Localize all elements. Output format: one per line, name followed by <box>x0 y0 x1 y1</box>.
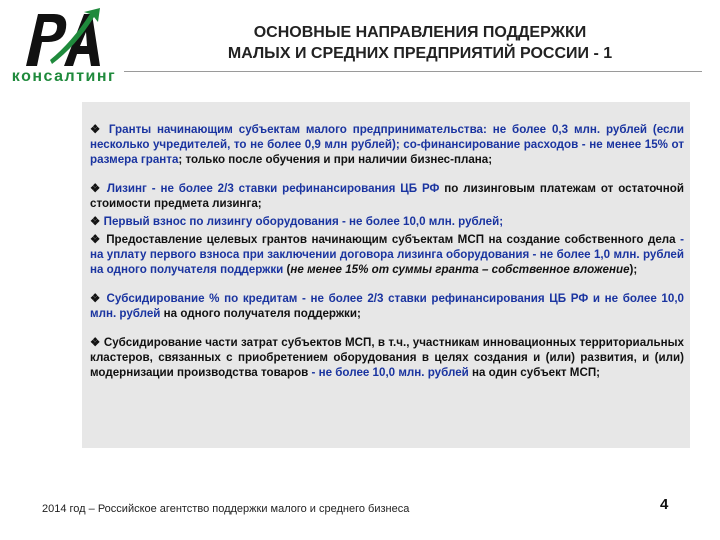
item-credit-subsidy: ❖ Субсидирование % по кредитам - не более 2/3 ставки рефинансирования ЦБ РФ и не более 10,0 млн. рублей на одного получателя поддержки; <box>90 292 684 320</box>
logo-text: консалтинг <box>11 68 117 85</box>
item-target-grants: ❖ Предоставление целевых грантов начинающим субъектам МСП на создание собственного дела - на уплату первого взноса при заключении договора лизинга оборудования - не более 1,0 млн. рублей на одного получателя поддержки (не менее 15% от суммы гранта – собственное вложение); <box>90 233 684 276</box>
page-title <box>150 22 690 64</box>
company-logo <box>6 6 122 86</box>
diamond-bullet-icon: ❖ <box>90 182 103 195</box>
diamond-bullet-icon: ❖ <box>90 215 101 228</box>
footer-text: 2014 год – Российское агентство поддержки малого и среднего бизнеса <box>42 503 410 515</box>
item-leasing: ❖ Лизинг - не более 2/3 ставки рефинансирования ЦБ РФ по лизинговым платежам от остаточной стоимости предмета лизинга; <box>90 182 684 210</box>
logo-mark-icon <box>20 8 106 68</box>
title-line-1: ОСНОВНЫЕ НАПРАВЛЕНИЯ ПОДДЕРЖКИ <box>253 24 587 41</box>
header-divider <box>124 71 702 72</box>
diamond-bullet-icon: ❖ <box>90 292 102 305</box>
diamond-bullet-icon: ❖ <box>90 123 104 136</box>
title-line-2: МАЛЫХ И СРЕДНИХ ПРЕДПРИЯТИЙ РОССИИ - 1 <box>227 45 613 62</box>
item-first-payment: ❖ Первый взнос по лизингу оборудования - не более 10,0 млн. рублей; <box>90 215 504 228</box>
content-panel <box>82 102 690 448</box>
page-number: 4 <box>660 496 669 513</box>
item-grants: ❖ Гранты начинающим субъектам малого предпринимательства: не более 0,3 млн. рублей (если несколько учредителей, то не более 0,9 млн рублей); со-финансирование расходов - не менее 15% от размера гранта; только после обучения и при наличии бизнес-плана; <box>90 123 684 166</box>
item-cost-subsidy: ❖ Субсидирование части затрат субъектов МСП, в т.ч., участникам инновационных территориальных кластеров, связанных с приобретением оборудования в целях создания и (или) развития, и (или) модернизации производства товаров - не более 10,0 млн. рублей на один субъект МСП; <box>90 336 684 379</box>
diamond-bullet-icon: ❖ <box>90 233 102 246</box>
diamond-bullet-icon: ❖ <box>90 336 101 349</box>
